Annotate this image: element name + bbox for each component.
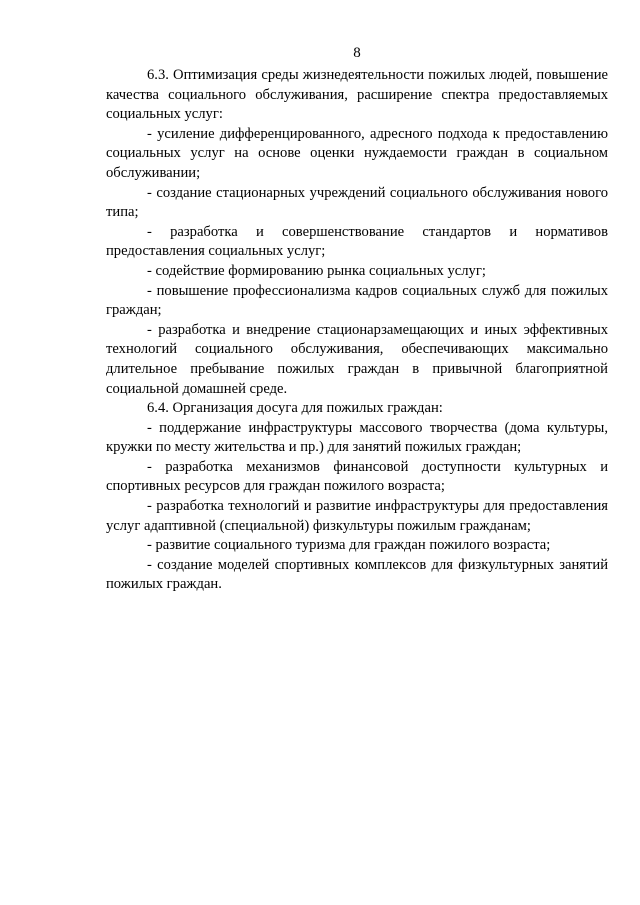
list-item: - поддержание инфраструктуры массового творчества (дома культуры, кружки по месту жительства и пр.) для занятий пожилых граждан;: [106, 419, 608, 456]
list-item: - создание моделей спортивных комплексов для физкультурных занятий пожилых граждан.: [106, 556, 608, 593]
section-heading-6-3: 6.3. Оптимизация среды жизнедеятельности пожилых людей, повышение качества социального обслуживания, расширение спектра предоставляемых социальных услуг:: [106, 67, 608, 123]
list-item: - разработка и внедрение стационарзамещающих и иных эффективных технологий социального обслуживания, обеспечивающих максимально длительное пребывание пожилых граждан в привычной благоприятной социальной домашней среде.: [106, 321, 608, 397]
list-item: - создание стационарных учреждений социального обслуживания нового типа;: [106, 184, 608, 221]
section-heading-6-4: 6.4. Организация досуга для пожилых граждан:: [147, 400, 443, 417]
document-page: [106, 44, 608, 595]
list-item: - разработка технологий и развитие инфраструктуры для предоставления услуг адаптивной (специальной) физкультуры пожилым гражданам;: [106, 498, 608, 534]
list-item: - усиление дифференцированного, адресного подхода к предоставлению социальных услуг на основе оценки нуждаемости граждан в социальном обслуживании;: [106, 125, 608, 181]
list-item: - разработка механизмов финансовой доступности культурных и спортивных ресурсов для граждан пожилого возраста;: [106, 458, 608, 495]
page-number: 8: [353, 45, 361, 61]
list-item: - разработка и совершенствование стандартов и нормативов предоставления социальных услуг;: [106, 223, 608, 260]
list-item: - развитие социального туризма для граждан пожилого возраста;: [147, 537, 551, 554]
list-item: - содействие формированию рынка социальных услуг;: [147, 262, 486, 279]
list-item: - повышение профессионализма кадров социальных служб для пожилых граждан;: [106, 282, 608, 319]
